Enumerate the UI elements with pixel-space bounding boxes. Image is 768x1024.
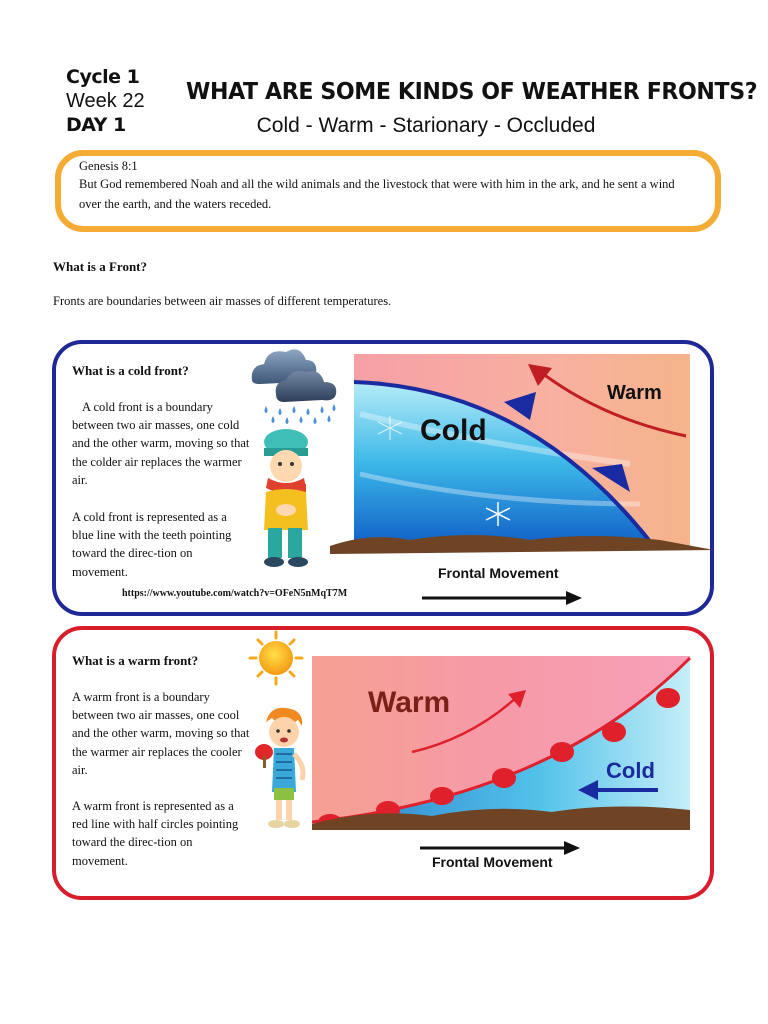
cycle-label: Cycle 1 bbox=[66, 66, 140, 88]
cold-diagram-movement-label: Frontal Movement bbox=[438, 565, 559, 581]
warm-front-para2: A warm front is represented as a red line with half circles pointing toward the direc-tion on movement. bbox=[72, 799, 239, 868]
cold-front-para2: A cold front is represented as a blue line with the teeth pointing toward the direc-tion on movement. bbox=[72, 510, 232, 579]
warm-diagram-movement-label: Frontal Movement bbox=[432, 854, 553, 870]
cold-diagram-warm-label: Warm bbox=[607, 382, 662, 404]
page-title-text: WHAT ARE SOME KINDS OF WEATHER FRONTS? bbox=[186, 79, 758, 105]
day-label: DAY 1 bbox=[66, 114, 126, 136]
week-label: Week 22 bbox=[66, 90, 145, 112]
hot-child-icon bbox=[252, 704, 314, 832]
cold-movement-arrow-icon bbox=[422, 588, 584, 608]
page-title bbox=[186, 74, 758, 110]
cold-child-icon bbox=[254, 428, 318, 570]
warm-front-diagram bbox=[312, 656, 692, 832]
front-answer: Fronts are boundaries between air masses of different temperatures. bbox=[53, 294, 392, 308]
front-question: What is a Front? bbox=[53, 259, 148, 274]
cold-diagram-cold-label: Cold bbox=[420, 414, 487, 447]
page-subtitle: Cold - Warm - Starionary - Occluded bbox=[256, 114, 596, 137]
warm-front-para1: A warm front is a boundary between two air masses, one cool and the other warm, moving so that the warmer air replaces the cooler air. bbox=[72, 690, 250, 777]
verse-reference: Genesis 8:1 bbox=[79, 159, 138, 173]
verse-text: But God remembered Noah and all the wild animals and the livestock that were with him in the ark, and he sent a wind over the earth, and the waters receded. bbox=[79, 177, 675, 211]
cold-front-para1: A cold front is a boundary between two air masses, one cold and the other warm, moving so that the colder air replaces the warmer air. bbox=[72, 400, 250, 487]
warm-diagram-cold-label: Cold bbox=[606, 758, 655, 783]
warm-diagram-warm-label: Warm bbox=[368, 686, 451, 719]
warm-movement-arrow-icon bbox=[420, 838, 582, 858]
sun-icon bbox=[248, 630, 304, 686]
cold-front-heading: What is a cold front? bbox=[72, 363, 189, 378]
video-link[interactable]: https://www.youtube.com/watch?v=OFeN5nMqT7M bbox=[122, 588, 348, 599]
warm-front-heading: What is a warm front? bbox=[72, 653, 199, 668]
